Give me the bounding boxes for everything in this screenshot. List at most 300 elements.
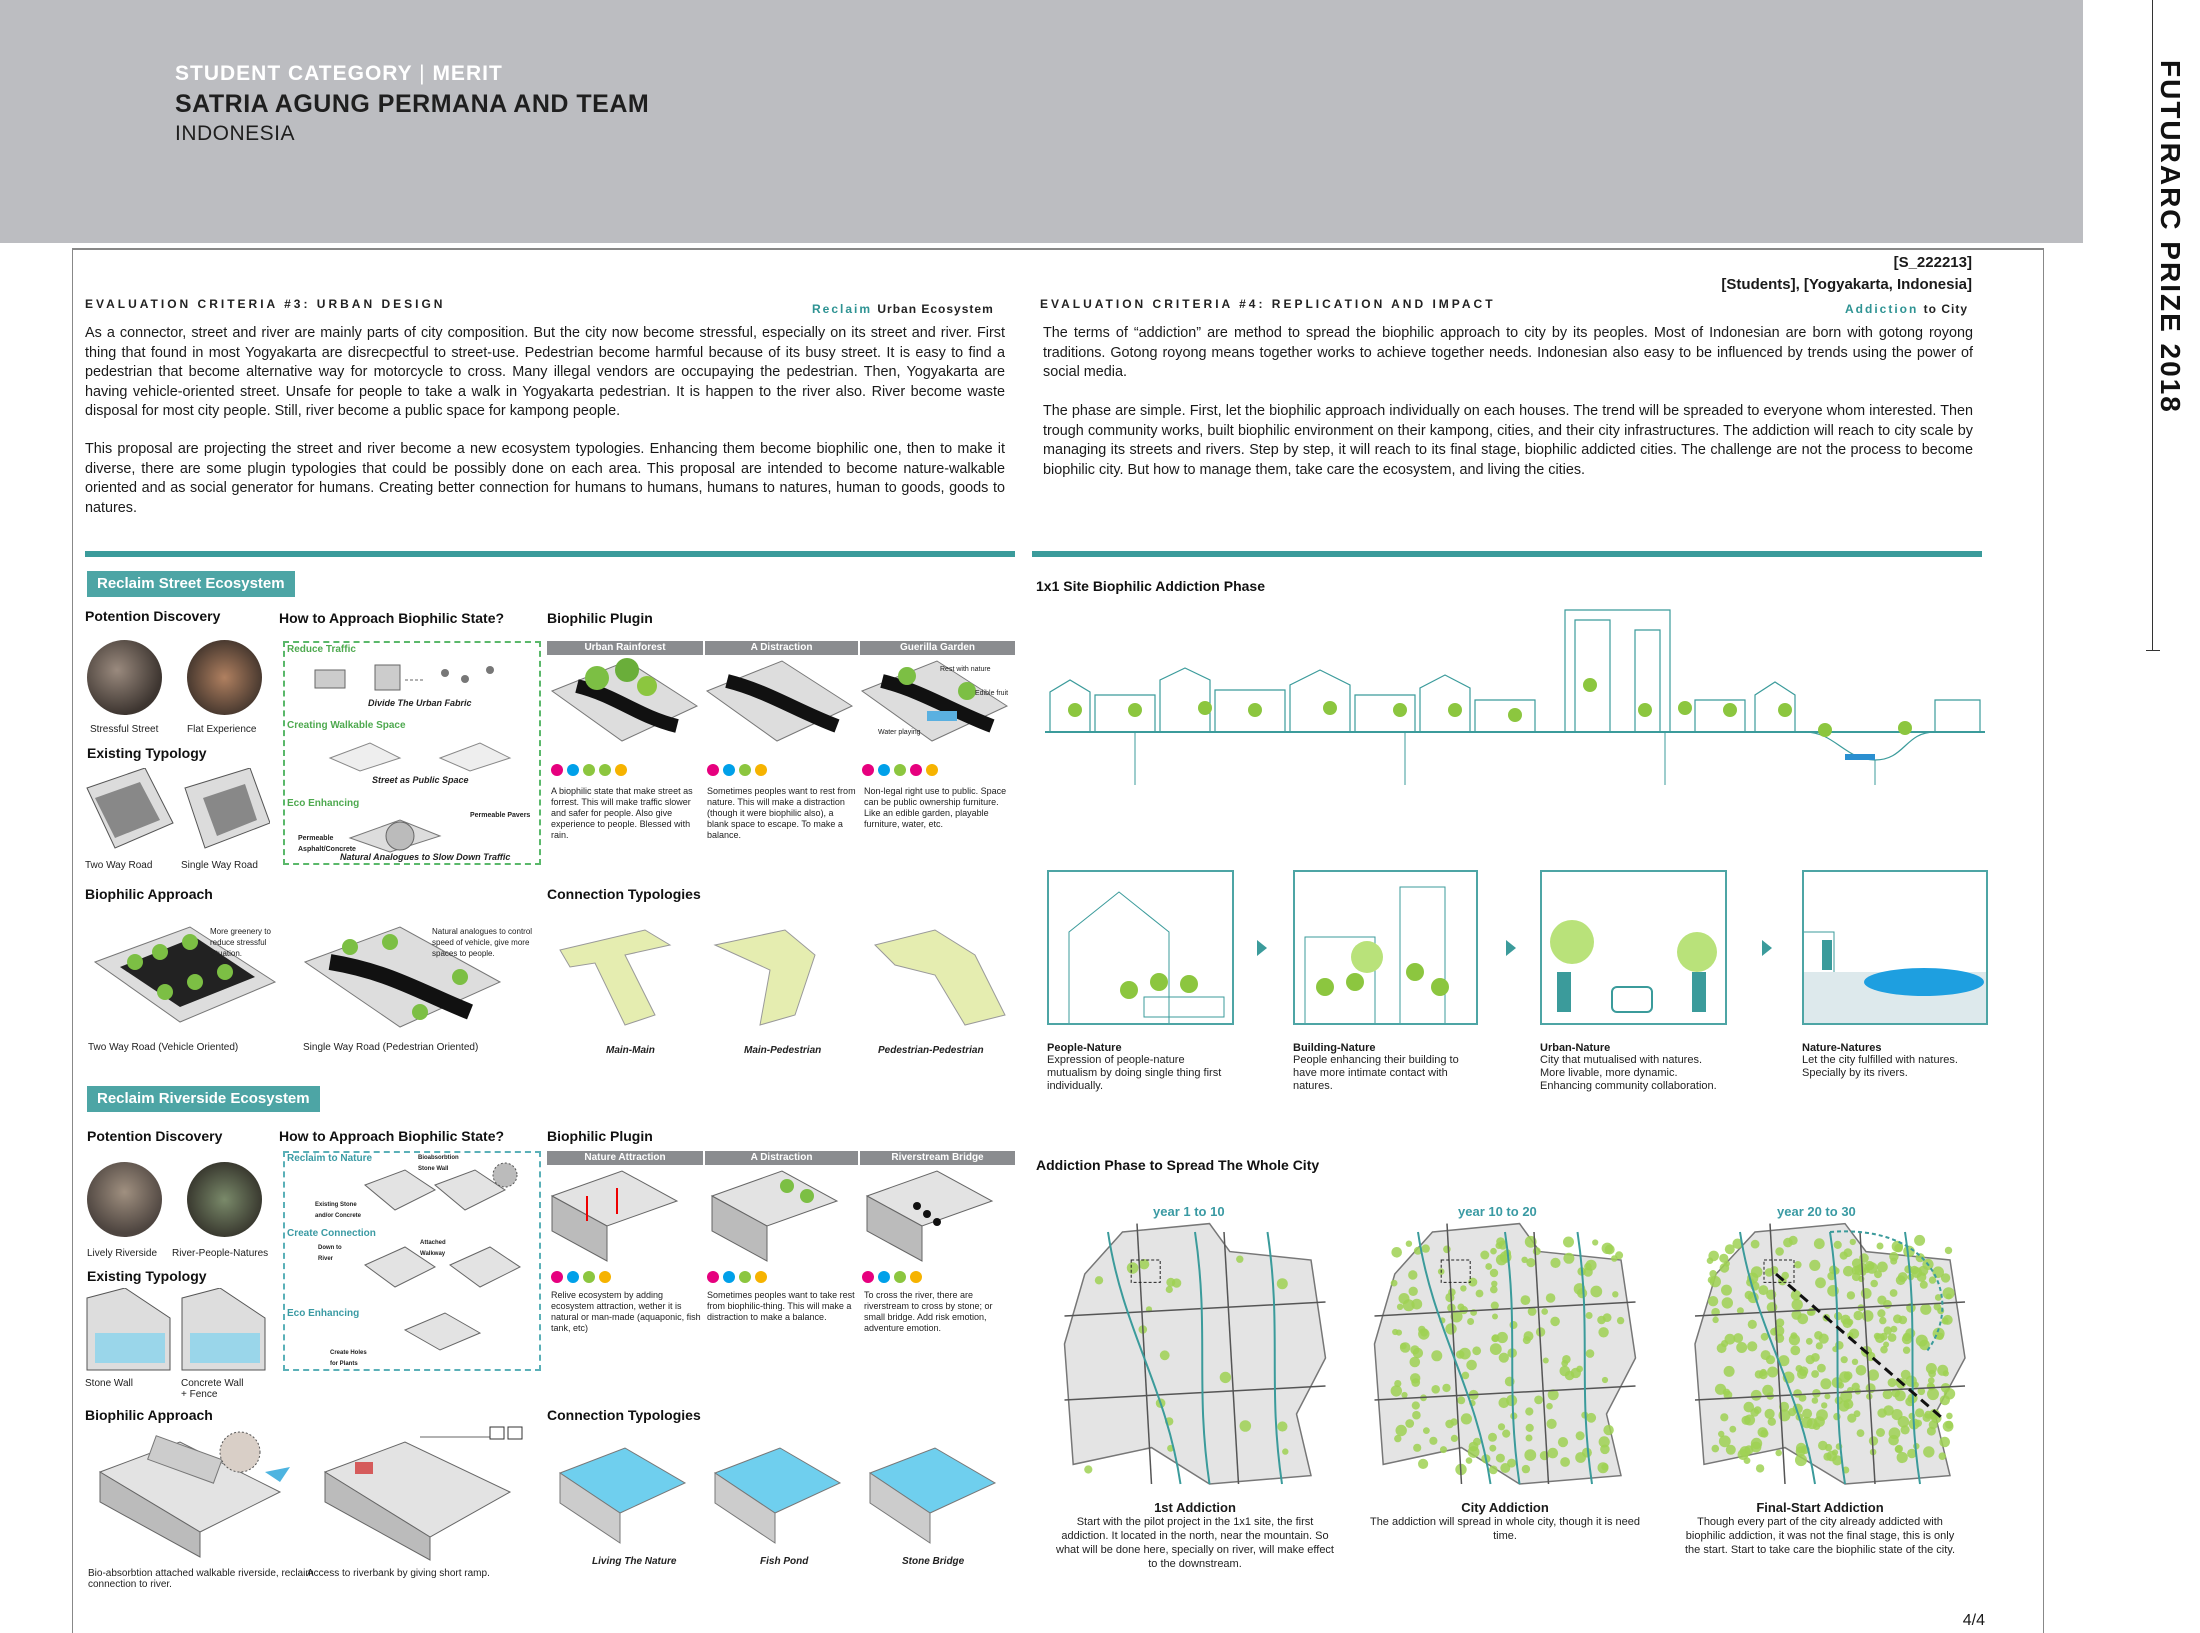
green-dot — [1826, 1451, 1837, 1462]
green-dot — [1775, 1450, 1782, 1457]
green-dot — [1920, 1304, 1931, 1315]
green-dot — [1451, 1435, 1458, 1442]
page-number: 4/4 — [1962, 1612, 1985, 1629]
street-section-tag: Reclaim Street Ecosystem — [87, 571, 295, 597]
green-dot — [1084, 1465, 1092, 1473]
green-dot — [1717, 1343, 1727, 1353]
green-dot — [1599, 1436, 1610, 1447]
green-dot — [1602, 1243, 1613, 1254]
green-dot — [1525, 1407, 1533, 1415]
green-dot — [1489, 1466, 1498, 1475]
green-dot — [1890, 1289, 1898, 1297]
green-dot — [1394, 1380, 1401, 1387]
river-box1-label: Reclaim to Nature — [287, 1153, 373, 1164]
green-dot — [1751, 1240, 1760, 1249]
green-dot — [1883, 1390, 1893, 1400]
green-dot — [1755, 1370, 1763, 1378]
river-photo-2 — [187, 1162, 262, 1237]
street-bio-note2: Natural analogues to control speed of vehicle, give more spaces to people. — [432, 927, 533, 958]
green-dot — [1708, 1251, 1719, 1262]
team-name: SATRIA AGUNG PERMANA AND TEAM — [175, 90, 650, 118]
river-conn-1: Living The Nature — [592, 1556, 677, 1567]
green-dot — [1942, 1317, 1949, 1324]
green-dot — [1412, 1411, 1421, 1420]
street-box2-diagram — [320, 733, 520, 773]
criteria4-sub-b: to City — [1923, 302, 1969, 316]
green-dot — [1712, 1445, 1720, 1453]
green-dot — [1429, 1437, 1437, 1445]
green-dot — [1806, 1355, 1815, 1364]
green-dot — [1467, 1318, 1474, 1325]
green-dot — [1875, 1333, 1885, 1343]
green-dot — [1590, 1286, 1602, 1298]
green-dot — [1946, 1413, 1953, 1420]
street-bio-caption-2: Single Way Road (Pedestrian Oriented) — [303, 1042, 479, 1053]
green-dot — [1806, 1338, 1813, 1345]
criteria4-para2: The phase are simple. First, let the biophilic approach individually on each houses. The trend will be spreaded to everyone whom interested. Then trough community works, built biophilic environment on their kampong, cities, and their city infrastructures. The addiction will reach to city scale by managing its streets and rivers. Step by step, it will reach to its final stage, biophilic addicted cities. The challenge are not the process to become biophilic city. But how to manage them, take care the ecosystem, and living the cities. — [1043, 403, 1973, 478]
green-dot — [1790, 1346, 1800, 1356]
green-dot — [1526, 1435, 1533, 1442]
phase-2-title: Building-Nature — [1293, 1042, 1376, 1054]
street-box1-caption: Divide The Urban Fabric — [368, 698, 472, 708]
green-dot — [1943, 1421, 1954, 1432]
map-1-caption-title: 1st Addiction — [1154, 1500, 1236, 1515]
phase-box-1 — [1047, 870, 1234, 1025]
green-dot — [1903, 1347, 1910, 1354]
green-dot — [1139, 1259, 1149, 1269]
green-dot — [1521, 1257, 1527, 1263]
green-dot — [1459, 1348, 1471, 1360]
street-bio-caption-1: Two Way Road (Vehicle Oriented) — [88, 1042, 239, 1053]
river-plug2-text: Sometimes peoples want to take rest from biophilic-thing. This will make a distraction to make a balance. — [707, 1290, 855, 1322]
phase-2-drawing — [1295, 872, 1476, 1023]
green-dot — [1901, 1370, 1911, 1380]
green-dot — [1160, 1350, 1170, 1360]
green-dot — [1445, 1293, 1454, 1302]
green-dot — [1820, 1378, 1831, 1389]
green-dot — [1744, 1457, 1751, 1464]
river-box3-note1: Create Holes for Plants — [330, 1350, 367, 1367]
street-typo-2: Single Way Road — [181, 860, 258, 871]
green-dot — [1758, 1427, 1768, 1437]
criteria4-para1: The terms of “addiction” are method to spread the biophilic approach to city by its peoples. Most of Indonesian are born with gotong royong traditions. Gotong royong means together works to achieve together needs. Indonesian also easy to be influenced by trends using the power of social media. — [1043, 325, 1973, 381]
green-dot — [1729, 1426, 1736, 1433]
green-dot — [1541, 1308, 1548, 1315]
green-dot — [1721, 1285, 1732, 1296]
river-plug1-text: Relive ecosystem by adding ecosystem attraction, wether it is natural or man-made (aquaponic, fish tank, etc) — [551, 1290, 701, 1333]
street-photo-2 — [187, 640, 262, 715]
green-dot — [1824, 1393, 1830, 1399]
green-dot — [1719, 1435, 1731, 1447]
green-dot — [1575, 1452, 1586, 1463]
green-dot — [1491, 1302, 1499, 1310]
green-dot — [1814, 1238, 1825, 1249]
green-dot — [1586, 1312, 1593, 1319]
phase-4-text: Let the city fulfilled with natures. Specially by its rivers. — [1802, 1054, 1958, 1079]
green-dot — [1576, 1366, 1583, 1373]
river-plugin-title: Biophilic Plugin — [547, 1128, 653, 1144]
green-dot — [1457, 1304, 1464, 1311]
category-label: STUDENT CATEGORY — [175, 62, 413, 85]
criteria3-sub-b: Urban Ecosystem — [877, 302, 994, 316]
street-box3-note2: Permeable Asphalt/Concrete — [298, 835, 356, 853]
green-dot — [1792, 1299, 1803, 1310]
green-dot — [1391, 1247, 1402, 1258]
street-conn-3: Pedestrian-Pedestrian — [878, 1045, 984, 1056]
map-2-caption-text: The addiction will spread in whole city, though it is need time. — [1369, 1516, 1641, 1542]
green-dot — [1563, 1253, 1574, 1264]
street-photo-1-caption: Stressful Street — [90, 724, 159, 735]
green-dot — [1603, 1425, 1613, 1435]
street-box3-note1: Permeable Pavers — [470, 812, 531, 819]
green-dot — [1811, 1370, 1819, 1378]
phase-4-drawing — [1804, 872, 1986, 1023]
criteria3-para2: This proposal are projecting the street and river become a new ecosystem typologies. Enhancing them become biophilic one, then to make it diverse, there are some plugin typologies that could be possibly done on each area. This proposal are intended to become nature-walkable oriented and as social generator for humans. Creating better connection for humans to humans, humans to natures, human to goods, goods to natures. — [85, 441, 1005, 516]
phase-1-text: Expression of people-nature mutualism by doing single thing first individually. — [1047, 1054, 1222, 1092]
street-bio-title: Biophilic Approach — [85, 886, 213, 902]
river-box1-note1: Bioabsorbtion Stone Wall — [418, 1155, 459, 1172]
green-dot — [1747, 1341, 1757, 1351]
green-dot — [1615, 1251, 1623, 1259]
green-dot — [1796, 1446, 1806, 1456]
green-dot — [1277, 1278, 1288, 1289]
street-approach-title: How to Approach Biophilic State? — [279, 610, 505, 626]
river-photo-1-caption: Lively Riverside — [87, 1248, 158, 1259]
green-dot — [1758, 1285, 1768, 1295]
street-box1-label: Reduce Traffic — [287, 644, 356, 655]
rail-title: FUTURARC PRIZE 2018 — [2155, 60, 2186, 414]
criteria3-para1: As a connector, street and river are mainly parts of city composition. But the city now become stressful, especially on its street and river. First thing that found in most Yogyakarta are disrecpectful to street-use. Pedestrian become harmful because of its busy street. It is easy to find a pedestrian that become alternative way for motorcycle to cross. Many illegal vendors are occupaying the pedestrian. Then, Yogyakarta are having vehicle-oriented street. Unsafe for people to take a walk in Yogyakarta pedestrian. It is happen to the river also. River become waste disposal for most city people. Still, river become a public space for kampong people. — [85, 325, 1005, 420]
green-dot — [1775, 1247, 1784, 1256]
criteria3-sub-a: Reclaim — [812, 302, 873, 316]
phase-box-3 — [1540, 870, 1727, 1025]
green-dot — [1897, 1452, 1908, 1463]
green-dot — [1522, 1465, 1530, 1473]
green-dot — [1601, 1463, 1608, 1470]
green-dot — [1715, 1384, 1726, 1395]
map-2-caption-title: City Addiction — [1461, 1500, 1549, 1515]
header-band — [0, 0, 2083, 243]
map-3-caption-text: Though every part of the city already addicted with biophilic addiction, it was not the final stage, this is only the start. Start to take care the biophilic state of the city. — [1684, 1516, 1956, 1556]
green-dot — [1409, 1287, 1418, 1296]
country: INDONESIA — [175, 122, 296, 145]
green-dot — [1598, 1327, 1608, 1337]
green-dot — [1534, 1396, 1543, 1405]
river-photo-1 — [87, 1162, 162, 1237]
street-conn-1: Main-Main — [606, 1045, 655, 1056]
green-dot — [1558, 1437, 1568, 1447]
green-dot — [1411, 1299, 1422, 1310]
green-dot — [1744, 1415, 1755, 1426]
green-dot — [1932, 1266, 1944, 1278]
phase-1-caption — [1047, 1042, 1237, 1093]
green-dot — [1910, 1266, 1919, 1275]
green-dot — [1442, 1384, 1450, 1392]
green-dot — [1236, 1256, 1243, 1263]
river-plug1-icons — [551, 1270, 615, 1288]
phase-arrow-2 — [1506, 940, 1516, 956]
green-dot — [1756, 1464, 1764, 1472]
street-typo-1: Two Way Road — [85, 860, 153, 871]
green-dot — [1765, 1409, 1775, 1419]
green-dot — [1877, 1309, 1885, 1317]
green-dot — [1560, 1457, 1570, 1467]
river-plug3-header: Riverstream Bridge — [860, 1151, 1015, 1165]
green-dot — [1818, 1441, 1828, 1451]
map-1 — [1050, 1218, 1340, 1498]
green-dot — [1809, 1260, 1820, 1271]
green-dot — [1767, 1367, 1778, 1378]
criteria4-title: EVALUATION CRITERIA #4: REPLICATION AND IMPACT — [1040, 297, 1496, 311]
green-dot — [1127, 1262, 1139, 1274]
green-dot — [1939, 1452, 1947, 1460]
river-potention-title: Potention Discovery — [87, 1128, 223, 1144]
street-box3-label: Eco Enhancing — [287, 798, 360, 809]
green-dot — [1927, 1382, 1935, 1390]
green-dot — [1834, 1241, 1842, 1249]
phase-arrow-3 — [1762, 940, 1772, 956]
green-dot — [1602, 1377, 1608, 1383]
river-plugin-diagrams — [547, 1166, 1015, 1266]
street-plug1-icons — [551, 763, 631, 781]
green-dot — [1945, 1247, 1952, 1254]
green-dot — [1240, 1420, 1252, 1432]
river-bio-caption-1: Bio-absorbtion attached walkable riverside, reclaim connection to river. — [88, 1568, 314, 1590]
green-dot — [1418, 1328, 1429, 1339]
green-dot — [1617, 1317, 1624, 1324]
green-dot — [1445, 1323, 1456, 1334]
green-dot — [1431, 1350, 1442, 1361]
green-dot — [1576, 1431, 1585, 1440]
green-dot — [1521, 1295, 1531, 1305]
street-plug3-text: Non-legal right use to public. Space can be public ownership furniture. Like an edible garden, playable furniture, water, etc. — [864, 786, 1007, 829]
green-dot — [1902, 1334, 1912, 1344]
river-conn-title: Connection Typologies — [547, 1407, 701, 1423]
green-dot — [1719, 1254, 1728, 1263]
entry-code — [1721, 252, 1972, 296]
river-bio-title: Biophilic Approach — [85, 1407, 213, 1423]
street-photo-1 — [87, 640, 162, 715]
river-typo-2: Concrete Wall + Fence — [181, 1378, 244, 1400]
green-dot — [1843, 1318, 1853, 1328]
green-dot — [1282, 1448, 1288, 1454]
green-dot — [1724, 1366, 1735, 1377]
river-conn-3: Stone Bridge — [902, 1556, 965, 1567]
street-plug2-icons — [707, 763, 771, 781]
divider-right — [1032, 551, 1982, 557]
green-dot — [1896, 1275, 1906, 1285]
green-dot — [1870, 1280, 1878, 1288]
green-dot — [1496, 1237, 1505, 1246]
green-dot — [1821, 1402, 1827, 1408]
green-dot — [1443, 1246, 1451, 1254]
river-existing-diagram — [85, 1288, 270, 1372]
green-dot — [1712, 1317, 1718, 1323]
green-dot — [1929, 1420, 1938, 1429]
divider-left — [85, 551, 1015, 557]
green-dot — [1546, 1403, 1553, 1410]
green-dot — [1817, 1364, 1826, 1373]
criteria3-subtitle — [812, 302, 994, 316]
street-existing-title: Existing Typology — [87, 745, 207, 761]
street-potention-title: Potention Discovery — [85, 608, 221, 624]
green-dot — [1709, 1270, 1716, 1277]
green-dot — [1397, 1304, 1403, 1310]
green-dot — [1492, 1334, 1500, 1342]
green-dot — [1499, 1398, 1510, 1409]
green-dot — [1840, 1252, 1848, 1260]
green-dot — [1819, 1334, 1829, 1344]
green-dot — [1888, 1333, 1897, 1342]
green-dot — [1460, 1285, 1466, 1291]
criteria4-sub-a: Addiction — [1845, 302, 1919, 316]
green-dot — [1401, 1392, 1407, 1398]
green-dot — [1812, 1397, 1819, 1404]
green-dot — [1923, 1413, 1932, 1422]
green-dot — [1883, 1405, 1893, 1415]
green-dot — [1856, 1365, 1867, 1376]
map-1-caption-text: Start with the pilot project in the 1x1 site, the first addiction. It located in the north, near the mountain. So what will be done here, specially on river, will make effect to the downstream. — [1056, 1516, 1334, 1570]
green-dot — [1391, 1280, 1398, 1287]
green-dot — [1854, 1311, 1863, 1320]
map-1-year: year 1 to 10 — [1153, 1204, 1225, 1219]
green-dot — [1586, 1260, 1597, 1271]
river-box2-label: Create Connection — [287, 1228, 376, 1239]
green-dot — [1405, 1419, 1414, 1428]
green-dot — [1543, 1358, 1549, 1364]
award-label: MERIT — [432, 62, 503, 85]
green-dot — [1408, 1270, 1417, 1279]
green-dot — [1841, 1356, 1848, 1363]
green-dot — [1492, 1314, 1498, 1320]
green-dot — [1847, 1291, 1855, 1299]
green-dot — [1799, 1366, 1809, 1376]
green-dot — [1562, 1355, 1571, 1364]
green-dot — [1816, 1342, 1823, 1349]
map-3-year: year 20 to 30 — [1777, 1204, 1856, 1219]
green-dot — [1391, 1385, 1402, 1396]
map-outline — [1065, 1224, 1326, 1484]
green-dot — [1725, 1334, 1736, 1345]
phase-4-caption — [1802, 1042, 1992, 1080]
phase-box-2 — [1293, 870, 1478, 1025]
green-dot — [1844, 1371, 1853, 1380]
green-dot — [1546, 1293, 1556, 1303]
site-title: 1x1 Site Biophilic Addiction Phase — [1036, 578, 1265, 594]
green-dot — [1722, 1297, 1733, 1308]
map-3 — [1680, 1218, 1980, 1498]
green-dot — [1410, 1373, 1420, 1383]
green-dot — [1166, 1286, 1173, 1293]
river-photo-2-caption: River-People-Natures — [172, 1248, 269, 1259]
green-dot — [1392, 1329, 1398, 1335]
river-approach-title: How to Approach Biophilic State? — [279, 1128, 505, 1144]
street-box2-label: Creating Walkable Space — [287, 720, 406, 731]
street-box2-caption: Street as Public Space — [372, 775, 469, 785]
street-plug3-icons — [862, 763, 942, 781]
green-dot — [1874, 1270, 1882, 1278]
green-dot — [1926, 1363, 1937, 1374]
phase-3-caption — [1540, 1042, 1730, 1093]
green-dot — [1502, 1430, 1510, 1438]
green-dot — [1500, 1463, 1510, 1473]
river-box2-note1: Down to River — [318, 1245, 342, 1262]
river-box3-label: Eco Enhancing — [287, 1308, 360, 1319]
green-dot — [1548, 1448, 1559, 1459]
criteria4-subtitle — [1845, 302, 1968, 316]
river-box2-note2: Attached Walkway — [420, 1240, 446, 1257]
rail-line — [2152, 0, 2153, 650]
phase-3-drawing — [1542, 872, 1725, 1023]
green-dot — [1890, 1258, 1897, 1265]
street-photo-2-caption: Flat Experience — [187, 724, 257, 735]
green-dot — [1718, 1431, 1724, 1437]
river-section-tag: Reclaim Riverside Ecosystem — [87, 1086, 320, 1112]
street-plug3-header: Guerilla Garden — [860, 641, 1015, 655]
green-dot — [1413, 1348, 1423, 1358]
street-plug3-note2: Edible fruit — [975, 690, 1009, 697]
river-plug2-header: A Distraction — [705, 1151, 858, 1165]
map-2 — [1360, 1218, 1650, 1498]
phase-1-title: People-Nature — [1047, 1042, 1122, 1054]
green-dot — [1916, 1335, 1928, 1347]
green-dot — [1766, 1355, 1775, 1364]
green-dot — [1450, 1418, 1457, 1425]
green-dot — [1577, 1288, 1587, 1298]
green-dot — [1526, 1424, 1534, 1432]
green-dot — [1480, 1251, 1489, 1260]
green-dot — [1943, 1370, 1949, 1376]
river-bio-caption-2: Access to riverbank by giving short ramp. — [307, 1568, 490, 1579]
green-dot — [1736, 1342, 1747, 1353]
green-dot — [1857, 1429, 1865, 1437]
green-dot — [1725, 1244, 1735, 1254]
street-plug3-note3: Water playing — [878, 729, 921, 736]
green-dot — [1815, 1277, 1826, 1288]
green-dot — [1895, 1446, 1902, 1453]
street-existing-diagram — [85, 768, 270, 856]
green-dot — [1708, 1296, 1718, 1306]
river-existing-title: Existing Typology — [87, 1268, 207, 1284]
phase-3-text: City that mutualised with natures. More livable, more dynamic. Enhancing community collaboration. — [1540, 1054, 1717, 1092]
entry-meta: [Students], [Yogyakarta, Indonesia] — [1721, 276, 1972, 293]
map-2-year: year 10 to 20 — [1458, 1204, 1537, 1219]
green-dot — [1533, 1247, 1541, 1255]
river-plug1-header: Nature Attraction — [547, 1151, 703, 1165]
green-dot — [1920, 1281, 1928, 1289]
green-dot — [1547, 1419, 1557, 1429]
category-line: STUDENT CATEGORY | MERIT — [175, 62, 503, 85]
river-plug3-icons — [862, 1270, 926, 1288]
green-dot — [1847, 1414, 1856, 1423]
green-dot — [1835, 1341, 1844, 1350]
street-plugin-title: Biophilic Plugin — [547, 610, 653, 626]
green-dot — [1603, 1313, 1612, 1322]
phase-arrow-1 — [1257, 940, 1267, 956]
green-dot — [1472, 1346, 1481, 1355]
green-dot — [1412, 1401, 1420, 1409]
map-2-caption — [1365, 1500, 1645, 1543]
green-dot — [1524, 1449, 1536, 1461]
green-dot — [1413, 1444, 1421, 1452]
green-dot — [1396, 1425, 1407, 1436]
river-conn-diagram — [555, 1438, 1015, 1558]
city-title: Addiction Phase to Spread The Whole City — [1036, 1157, 1320, 1173]
street-box3-caption: Natural Analogues to Slow Down Traffic — [340, 852, 511, 862]
green-dot — [1498, 1423, 1505, 1430]
green-dot — [1789, 1334, 1800, 1345]
green-dot — [1914, 1235, 1925, 1246]
